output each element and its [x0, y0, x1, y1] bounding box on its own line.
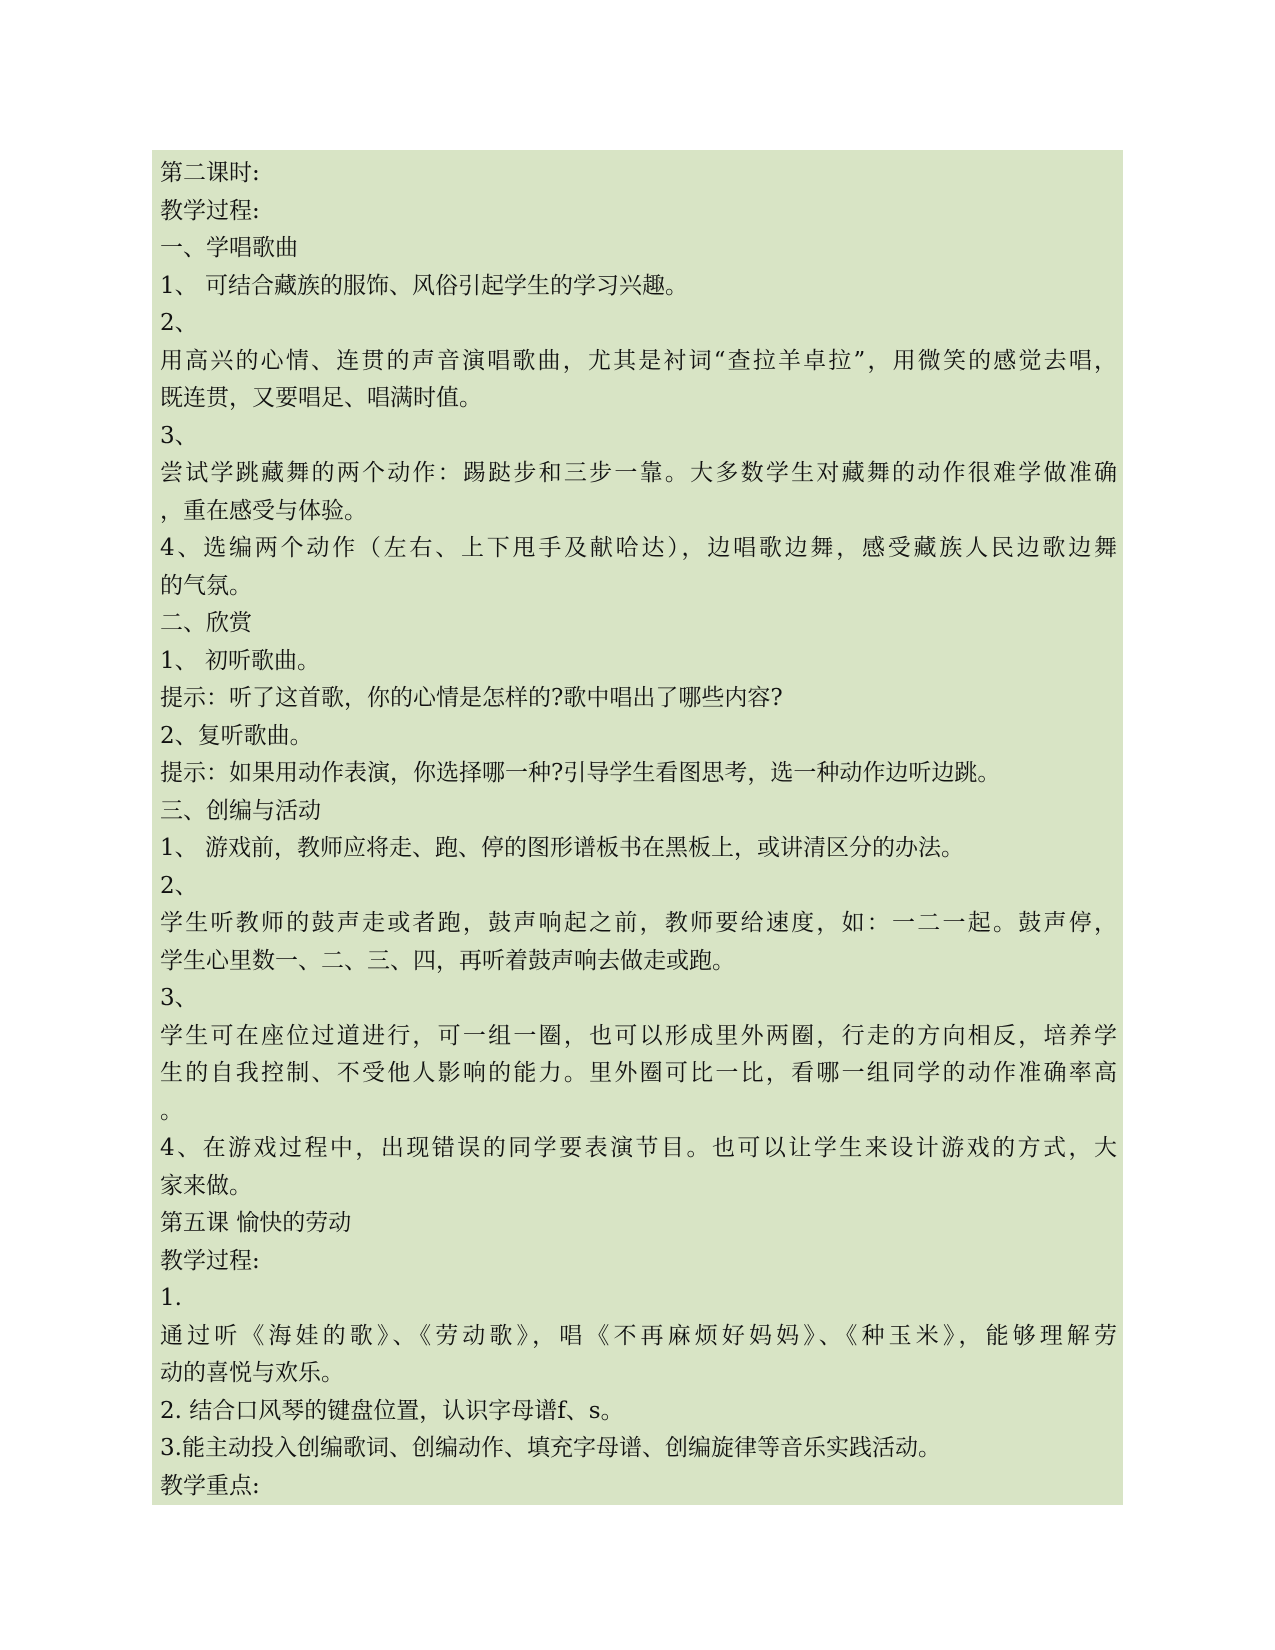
section-label: 教学重点: [160, 1472, 260, 1499]
lesson-heading: 第二课时: [160, 160, 260, 186]
lesson-heading: 第五课 愉快的劳动 [160, 1210, 352, 1236]
text-line: 用高兴的心情、连贯的声音演唱歌曲，尤其是衬词“查拉羊卓拉”，用微笑的感觉去唱， [160, 347, 1117, 374]
document-panel [152, 150, 1123, 1505]
document-body [160, 155, 1117, 1505]
item-number: 3、 [160, 985, 198, 1011]
text-line: 1、 可结合藏族的服饰、风俗引起学生的学习兴趣。 [160, 272, 688, 299]
text-line: 2. 结合口风琴的键盘位置，认识字母谱f、s。 [160, 1397, 624, 1424]
section-heading: 一、学唱歌曲 [160, 235, 298, 261]
text-line: 提示：如果用动作表演，你选择哪一种?引导学生看图思考，选一种动作边听边跳。 [160, 760, 1001, 786]
text-line: 1、 初听歌曲。 [160, 647, 320, 674]
text-line: 尝试学跳藏舞的两个动作：踢跶步和三步一靠。大多数学生对藏舞的动作很难学做准确 [160, 460, 1117, 486]
text-line: ，重在感受与体验。 [160, 497, 367, 524]
text-line: 动的喜悦与欢乐。 [160, 1360, 344, 1386]
text-line: 。 [160, 1097, 183, 1124]
text-line: 1、 游戏前，教师应将走、跑、停的图形谱板书在黑板上，或讲清区分的办法。 [160, 835, 964, 861]
section-heading: 二、欣赏 [160, 610, 252, 636]
section-label: 教学过程: [160, 197, 260, 224]
text-line: 4、选编两个动作（左右、上下甩手及献哈达），边唱歌边舞，感受藏族人民边歌边舞 [160, 535, 1117, 561]
text-line: 家来做。 [160, 1172, 252, 1199]
text-line: 的气氛。 [160, 572, 252, 599]
item-number: 3、 [160, 422, 198, 449]
item-number: 1. [160, 1285, 182, 1311]
text-line: 学生可在座位过道进行，可一组一圈，也可以形成里外两圈，行走的方向相反，培养学 [160, 1022, 1117, 1049]
text-line: 2、复听歌曲。 [160, 722, 313, 749]
text-line: 提示：听了这首歌，你的心情是怎样的?歌中唱出了哪些内容? [160, 685, 783, 711]
text-line: 学生心里数一、二、三、四，再听着鼓声响去做走或跑。 [160, 947, 735, 974]
text-line: 生的自我控制、不受他人影响的能力。里外圈可比一比，看哪一组同学的动作准确率高 [160, 1060, 1117, 1086]
text-line: 既连贯，又要唱足、唱满时值。 [160, 385, 482, 411]
text-line: 通过听《海娃的歌》、《劳动歌》，唱《不再麻烦好妈妈》、《种玉米》，能够理解劳 [160, 1322, 1117, 1349]
item-number: 2、 [160, 872, 198, 899]
section-heading: 三、创编与活动 [160, 797, 321, 824]
section-label: 教学过程: [160, 1247, 260, 1274]
item-number: 2、 [160, 310, 198, 336]
text-line: 3.能主动投入创编歌词、创编动作、填充字母谱、创编旋律等音乐实践活动。 [160, 1435, 941, 1461]
text-line: 4、在游戏过程中，出现错误的同学要表演节目。也可以让学生来设计游戏的方式，大 [160, 1135, 1117, 1161]
text-line: 学生听教师的鼓声走或者跑，鼓声响起之前，教师要给速度，如：一二一起。鼓声停， [160, 910, 1117, 936]
